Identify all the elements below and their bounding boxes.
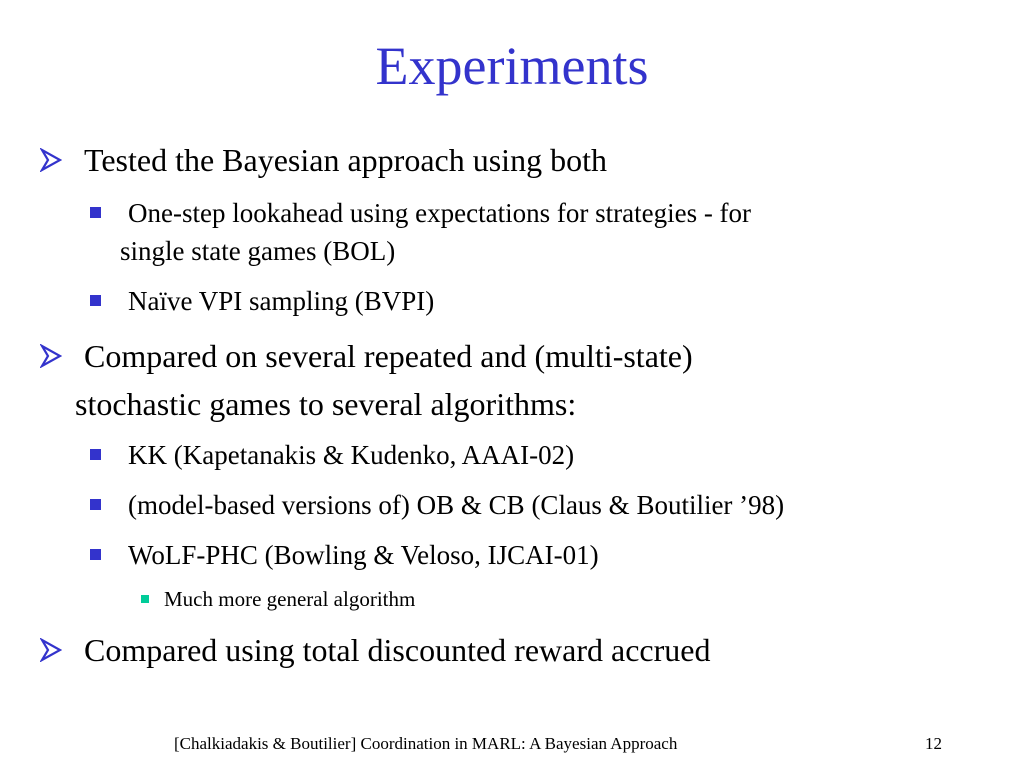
bullet-text: Tested the Bayesian approach using both	[84, 142, 607, 178]
bullet-text-line: stochastic games to several algorithms:	[75, 386, 577, 422]
square-bullet-icon	[90, 499, 101, 510]
bullet-text: Much more general algorithm	[164, 587, 416, 611]
square-bullet-icon	[90, 549, 101, 560]
bullet-item-level2	[0, 536, 1024, 574]
bullet-text-line: One-step lookahead using expectations for strategies - for	[128, 198, 752, 228]
bullet-text: KK (Kapetanakis & Kudenko, AAAI-02)	[128, 440, 575, 470]
bullet-text: Compared using total discounted reward accrued	[84, 632, 711, 668]
bullet-item-level2	[0, 486, 1024, 524]
square-bullet-icon	[90, 207, 101, 218]
square-bullet-icon	[90, 295, 101, 306]
arrow-bullet-icon	[40, 344, 62, 368]
bullet-text-line: single state games (BOL)	[120, 236, 396, 266]
arrow-bullet-icon	[40, 148, 62, 172]
bullet-item-level1	[0, 630, 1024, 670]
bullet-item-level1	[0, 336, 1024, 422]
bullet-text-line: Compared on several repeated and (multi-state)	[84, 338, 693, 374]
bullet-item-level3	[0, 586, 1024, 612]
bullet-text: WoLF-PHC (Bowling & Veloso, IJCAI-01)	[128, 540, 599, 570]
bullet-text: Naïve VPI sampling (BVPI)	[128, 286, 435, 316]
bullet-text: (model-based versions of) OB & CB (Claus & Boutilier ’98)	[128, 490, 785, 520]
small-square-bullet-icon	[141, 595, 149, 603]
square-bullet-icon	[90, 449, 101, 460]
bullet-item-level2	[0, 194, 1024, 270]
page-number: 12	[925, 734, 942, 753]
bullet-item-level2	[0, 282, 1024, 320]
bullet-item-level1	[0, 140, 1024, 180]
arrow-bullet-icon	[40, 638, 62, 662]
footer-reference: [Chalkiadakis & Boutilier] Coordination in MARL: A Bayesian Approach	[174, 734, 678, 753]
slide-title: Experiments	[375, 36, 649, 96]
bullet-item-level2	[0, 436, 1024, 474]
